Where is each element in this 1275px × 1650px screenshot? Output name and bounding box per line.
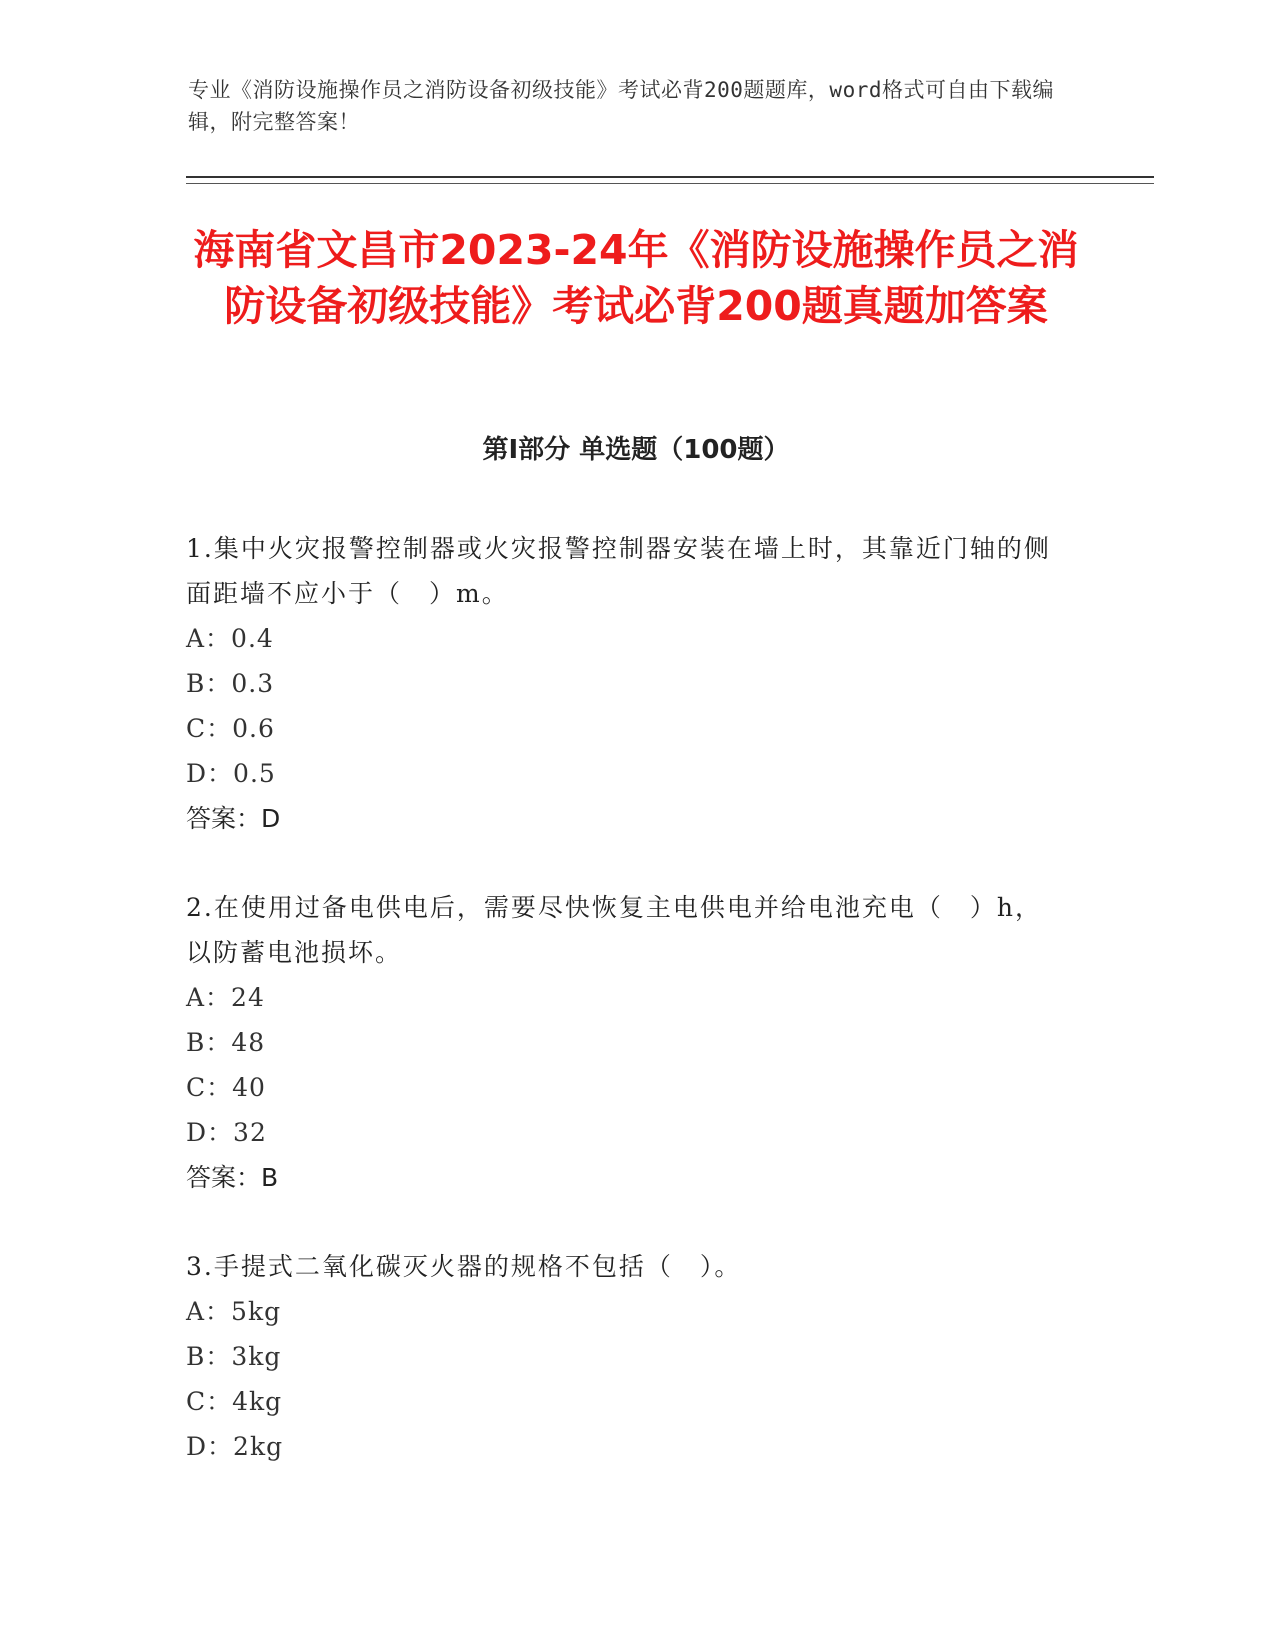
option-c: C：4kg [186,1387,283,1416]
answer-label: 答案：B [186,1163,279,1192]
answer-label: 答案：D [186,804,281,833]
option-a: A：24 [186,983,265,1012]
document-title: 海南省文昌市2023-24年《消防设施操作员之消防设备初级技能》考试必背200题真题加答案 [193,226,1079,330]
header-note: 专业《消防设施操作员之消防设备初级技能》考试必背200题题库，word格式可自由下载编辑，附完整答案！ [188,78,1054,134]
option-d: D：2kg [186,1432,284,1461]
question-stem: 3.手提式二氧化碳灭火器的规格不包括（ ）。 [186,1252,742,1281]
header-divider-thin [186,183,1154,184]
option-c: C：40 [186,1073,266,1102]
option-d: D：0.5 [186,759,276,788]
header-divider-thick [186,176,1154,178]
section-title: 第Ⅰ部分 单选题（100题） [482,435,790,465]
question-item [186,885,1066,1200]
option-b: B：0.3 [186,669,275,698]
question-item [186,526,1066,841]
question-item [186,1244,1066,1469]
option-a: A：0.4 [186,624,274,653]
option-d: D：32 [186,1118,267,1147]
option-b: B：3kg [186,1342,282,1371]
option-c: C：0.6 [186,714,275,743]
question-stem: 1.集中火灾报警控制器或火灾报警控制器安装在墙上时，其靠近门轴的侧面距墙不应小于（ ）m。 [186,534,1051,608]
option-a: A：5kg [186,1297,282,1326]
question-stem: 2.在使用过备电供电后，需要尽快恢复主电供电并给电池充电（ ）h，以防蓄电池损坏。 [186,893,1042,967]
question-list [186,526,1066,1513]
option-b: B：48 [186,1028,266,1057]
